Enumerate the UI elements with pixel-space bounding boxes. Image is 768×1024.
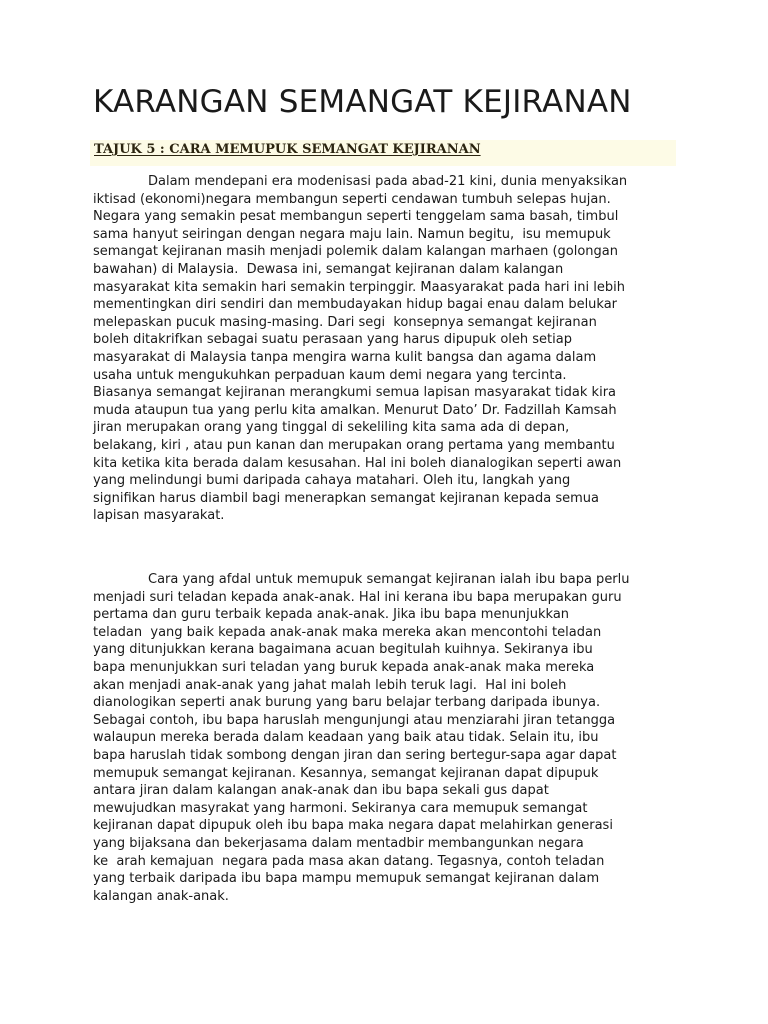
paragraph-line: Biasanya semangat kejiranan merangkumi semua lapisan masyarakat tidak kira xyxy=(93,385,617,401)
paragraph-line: pertama dan guru terbaik kepada anak-anak. Jika ibu bapa menunjukkan xyxy=(93,607,570,623)
paragraph-line: antara jiran dalam kalangan anak-anak dan ibu bapa sekali gus dapat xyxy=(93,783,549,799)
paragraph-line: melepaskan pucuk masing-masing. Dari segi konsepnya semangat kejiranan xyxy=(93,314,597,330)
paragraph-line: menjadi suri teladan kepada anak-anak. Hal ini kerana ibu bapa merupakan guru xyxy=(93,589,622,605)
paragraph-line: lapisan masyarakat. xyxy=(93,508,225,524)
paragraph-line: kejiranan dapat dipupuk oleh ibu bapa maka negara dapat melahirkan generasi xyxy=(93,818,613,834)
paragraph-line: bapa menunjukkan suri teladan yang buruk kepada anak-anak maka mereka xyxy=(93,659,595,675)
paragraph-line: kita ketika kita berada dalam kesusahan. Hal ini boleh dianalogikan seperti awan xyxy=(93,455,622,471)
paragraph-line: Dalam mendepani era modenisasi pada abad-21 kini, dunia menyaksikan xyxy=(148,174,628,189)
paragraph-line: teladan yang baik kepada anak-anak maka mereka akan mencontohi teladan xyxy=(93,624,602,640)
paragraph-line: jiran merupakan orang yang tinggal di sekeliling kita sama ada di depan, xyxy=(93,420,570,436)
paragraph-line: kalangan anak-anak. xyxy=(93,888,229,904)
paragraph-line: mementingkan diri sendiri dan membudayakan hidup bagai enau dalam belukar xyxy=(93,297,618,313)
paragraph-line: akan menjadi anak-anak yang jahat malah lebih teruk lagi. Hal ini boleh xyxy=(93,677,567,693)
paragraph-line: walaupun mereka berada dalam keadaan yang baik atau tidak. Selain itu, ibu xyxy=(93,730,599,746)
paragraph-line: yang melindungi bumi daripada cahaya matahari. Oleh itu, langkah yang xyxy=(93,473,571,489)
paragraph-line: iktisad (ekonomi)negara membangun seperti cendawan tumbuh selepas hujan. xyxy=(93,191,611,207)
paragraph-line: sama hanyut seiringan dengan negara maju lain. Namun begitu, isu memupuk xyxy=(93,226,611,242)
document-subtitle: TAJUK 5 : CARA MEMUPUK SEMANGAT KEJIRANAN xyxy=(94,142,481,157)
paragraph-line: dianologikan seperti anak burung yang baru belajar terbang daripada ibunya. xyxy=(93,695,601,711)
paragraph-line: bapa haruslah tidak sombong dengan jiran dan sering bertegur-sapa agar dapat xyxy=(93,747,617,763)
paragraph-line: usaha untuk mengukuhkan perpaduan kaum demi negara yang tercinta. xyxy=(93,367,567,383)
paragraph-line: yang terbaik daripada ibu bapa mampu memupuk semangat kejiranan dalam xyxy=(93,871,600,887)
paragraph-1 xyxy=(93,173,627,525)
paragraph-line: boleh ditakrifkan sebagai suatu perasaan yang harus dipupuk oleh setiap xyxy=(93,332,572,348)
paragraph-line: semangat kejiranan masih menjadi polemik dalam kalangan marhaen (golongan xyxy=(93,244,619,260)
paragraph-line: signifikan harus diambil bagi menerapkan semangat kejiranan kepada semua xyxy=(93,490,599,506)
paragraph-line: Sebagai contoh, ibu bapa haruslah mengunjungi atau menziarahi jiran tetangga xyxy=(93,712,616,728)
paragraph-line: bawahan) di Malaysia. Dewasa ini, semangat kejiranan dalam kalangan xyxy=(93,261,564,277)
paragraph-line: Negara yang semakin pesat membangun seperti tenggelam sama basah, timbul xyxy=(93,209,619,225)
paragraph-line: masyarakat di Malaysia tanpa mengira warna kulit bangsa dan agama dalam xyxy=(93,349,597,365)
paragraph-line: memupuk semangat kejiranan. Kesannya, semangat kejiranan dapat dipupuk xyxy=(93,765,599,781)
paragraph-line: Cara yang afdal untuk memupuk semangat kejiranan ialah ibu bapa perlu xyxy=(148,572,630,587)
paragraph-2 xyxy=(93,571,630,905)
document-title: KARANGAN SEMANGAT KEJIRANAN xyxy=(93,84,632,120)
paragraph-line: ke arah kemajuan negara pada masa akan datang. Tegasnya, contoh teladan xyxy=(93,853,605,869)
paragraph-line: mewujudkan masyrakat yang harmoni. Sekiranya cara memupuk semangat xyxy=(93,800,588,816)
paragraph-line: yang ditunjukkan kerana bagaimana acuan begitulah kuihnya. Sekiranya ibu xyxy=(93,642,593,658)
paragraph-line: masyarakat kita semakin hari semakin terpinggir. Maasyarakat pada hari ini lebih xyxy=(93,279,625,295)
paragraph-line: yang bijaksana dan bekerjasama dalam mentadbir membangunkan negara xyxy=(93,835,584,851)
paragraph-line: muda ataupun tua yang perlu kita amalkan. Menurut Dato’ Dr. Fadzillah Kamsah xyxy=(93,402,617,418)
paragraph-line: belakang, kiri , atau pun kanan dan merupakan orang pertama yang membantu xyxy=(93,437,615,453)
